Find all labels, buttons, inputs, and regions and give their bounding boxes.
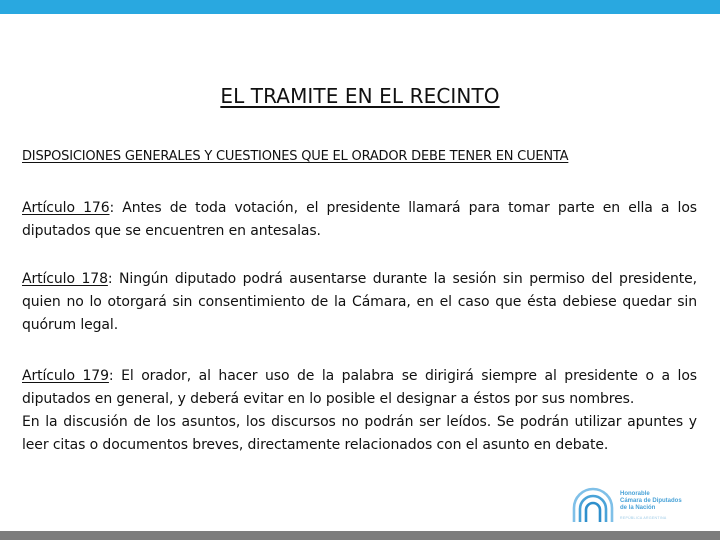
article-176: [22, 197, 697, 243]
camara-logo: [570, 486, 700, 526]
article-179: [22, 365, 697, 457]
article-text-continued: En la discusión de los asuntos, los discursos no podrán ser leídos. Se podrán utilizar apuntes y leer citas o documentos breves, directamente relacionados con el asunto en debate.: [22, 414, 697, 453]
logo-line-2: Cámara de Diputados: [620, 498, 682, 504]
logo-line-3: de la Nación: [620, 505, 656, 511]
section-heading: DISPOSICIONES GENERALES Y CUESTIONES QUE EL ORADOR DEBE TENER EN CUENTA: [22, 149, 569, 164]
bottom-bar: [0, 531, 720, 540]
article-label: Artículo 179: [22, 368, 109, 384]
logo-text: [620, 491, 700, 512]
article-text: : El orador, al hacer uso de la palabra se dirigirá siempre al presidente o a los diputados en general, y deberá evitar en lo posible el designar a éstos por sus nombres.: [22, 368, 697, 407]
article-label: Artículo 178: [22, 271, 108, 287]
article-label: Artículo 176: [22, 200, 110, 216]
article-text: : Antes de toda votación, el presidente llamará para tomar parte en ella a los diputados que se encuentren en antesalas.: [22, 200, 697, 239]
logo-subtext: REPÚBLICA ARGENTINA: [620, 516, 667, 520]
congress-dome-icon: [570, 486, 616, 526]
article-178: [22, 268, 697, 337]
article-text: : Ningún diputado podrá ausentarse durante la sesión sin permiso del presidente, quien no lo otorgará sin consentimiento de la Cámara, en el caso que ésta debiese quedar sin quórum legal.: [22, 271, 697, 333]
logo-line-1: Honorable: [620, 491, 650, 497]
slide-title: EL TRAMITE EN EL RECINTO: [220, 84, 500, 108]
top-accent-bar: [0, 0, 720, 14]
